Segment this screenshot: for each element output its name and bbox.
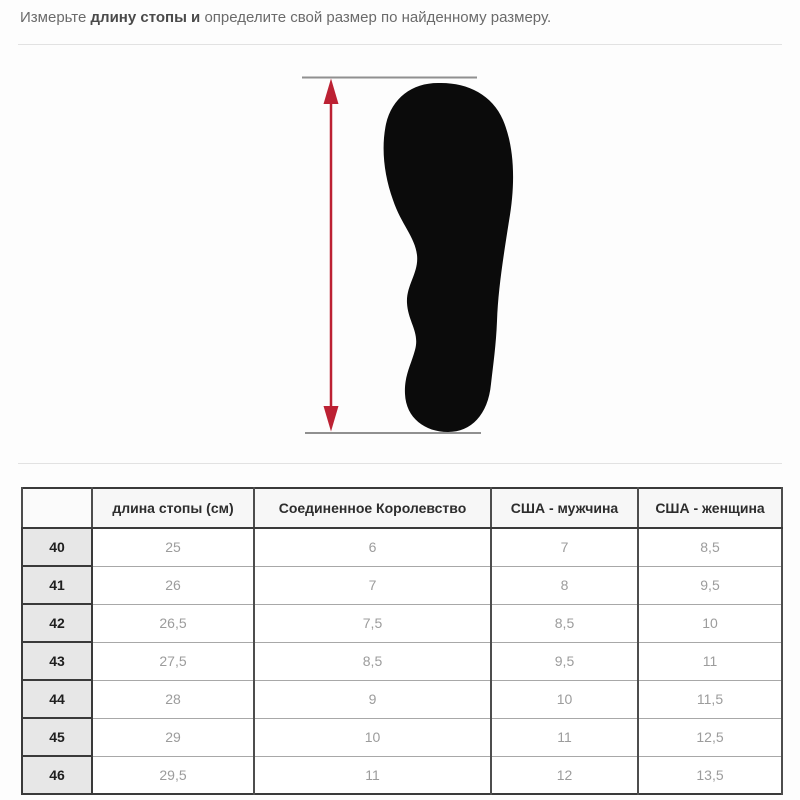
value-cell: 7 [254, 566, 491, 604]
value-cell: 27,5 [92, 642, 254, 680]
value-cell: 11 [638, 642, 782, 680]
value-cell: 8,5 [254, 642, 491, 680]
table-row [22, 566, 782, 604]
size-cell: 40 [22, 528, 92, 566]
value-cell: 10 [638, 604, 782, 642]
value-cell: 9,5 [638, 566, 782, 604]
size-cell: 44 [22, 680, 92, 718]
column-header: США - женщина [638, 488, 782, 528]
size-table-body [22, 528, 782, 794]
table-row [22, 528, 782, 566]
value-cell: 7 [491, 528, 638, 566]
value-cell: 12 [491, 756, 638, 794]
foot-measurement-diagram [0, 45, 800, 463]
value-cell: 10 [491, 680, 638, 718]
instruction-prefix: Измерьте [20, 9, 91, 26]
table-row [22, 680, 782, 718]
size-table [21, 487, 783, 795]
column-header: длина стопы (см) [92, 488, 254, 528]
value-cell: 8,5 [638, 528, 782, 566]
value-cell: 11 [254, 756, 491, 794]
value-cell: 10 [254, 718, 491, 756]
table-row [22, 756, 782, 794]
size-table-head-row [22, 488, 782, 528]
instruction-text [0, 0, 800, 27]
value-cell: 25 [92, 528, 254, 566]
table-row [22, 642, 782, 680]
bottom-divider [18, 463, 782, 464]
value-cell: 26,5 [92, 604, 254, 642]
foot-silhouette-shape [384, 83, 513, 432]
value-cell: 8,5 [491, 604, 638, 642]
value-cell: 6 [254, 528, 491, 566]
size-cell: 46 [22, 756, 92, 794]
table-row [22, 718, 782, 756]
value-cell: 11 [491, 718, 638, 756]
value-cell: 9,5 [491, 642, 638, 680]
value-cell: 29,5 [92, 756, 254, 794]
measurement-arrow [324, 79, 339, 432]
value-cell: 8 [491, 566, 638, 604]
instruction-suffix: определите свой размер по найденному размеру. [200, 9, 552, 26]
value-cell: 29 [92, 718, 254, 756]
size-cell: 45 [22, 718, 92, 756]
size-cell: 43 [22, 642, 92, 680]
value-cell: 12,5 [638, 718, 782, 756]
instruction-bold: длину стопы и [90, 9, 201, 26]
value-cell: 11,5 [638, 680, 782, 718]
value-cell: 13,5 [638, 756, 782, 794]
column-header: Соединенное Королевство [254, 488, 491, 528]
value-cell: 26 [92, 566, 254, 604]
value-cell: 9 [254, 680, 491, 718]
value-cell: 28 [92, 680, 254, 718]
column-header: США - мужчина [491, 488, 638, 528]
corner-cell [22, 488, 92, 528]
size-cell: 42 [22, 604, 92, 642]
size-cell: 41 [22, 566, 92, 604]
value-cell: 7,5 [254, 604, 491, 642]
table-row [22, 604, 782, 642]
